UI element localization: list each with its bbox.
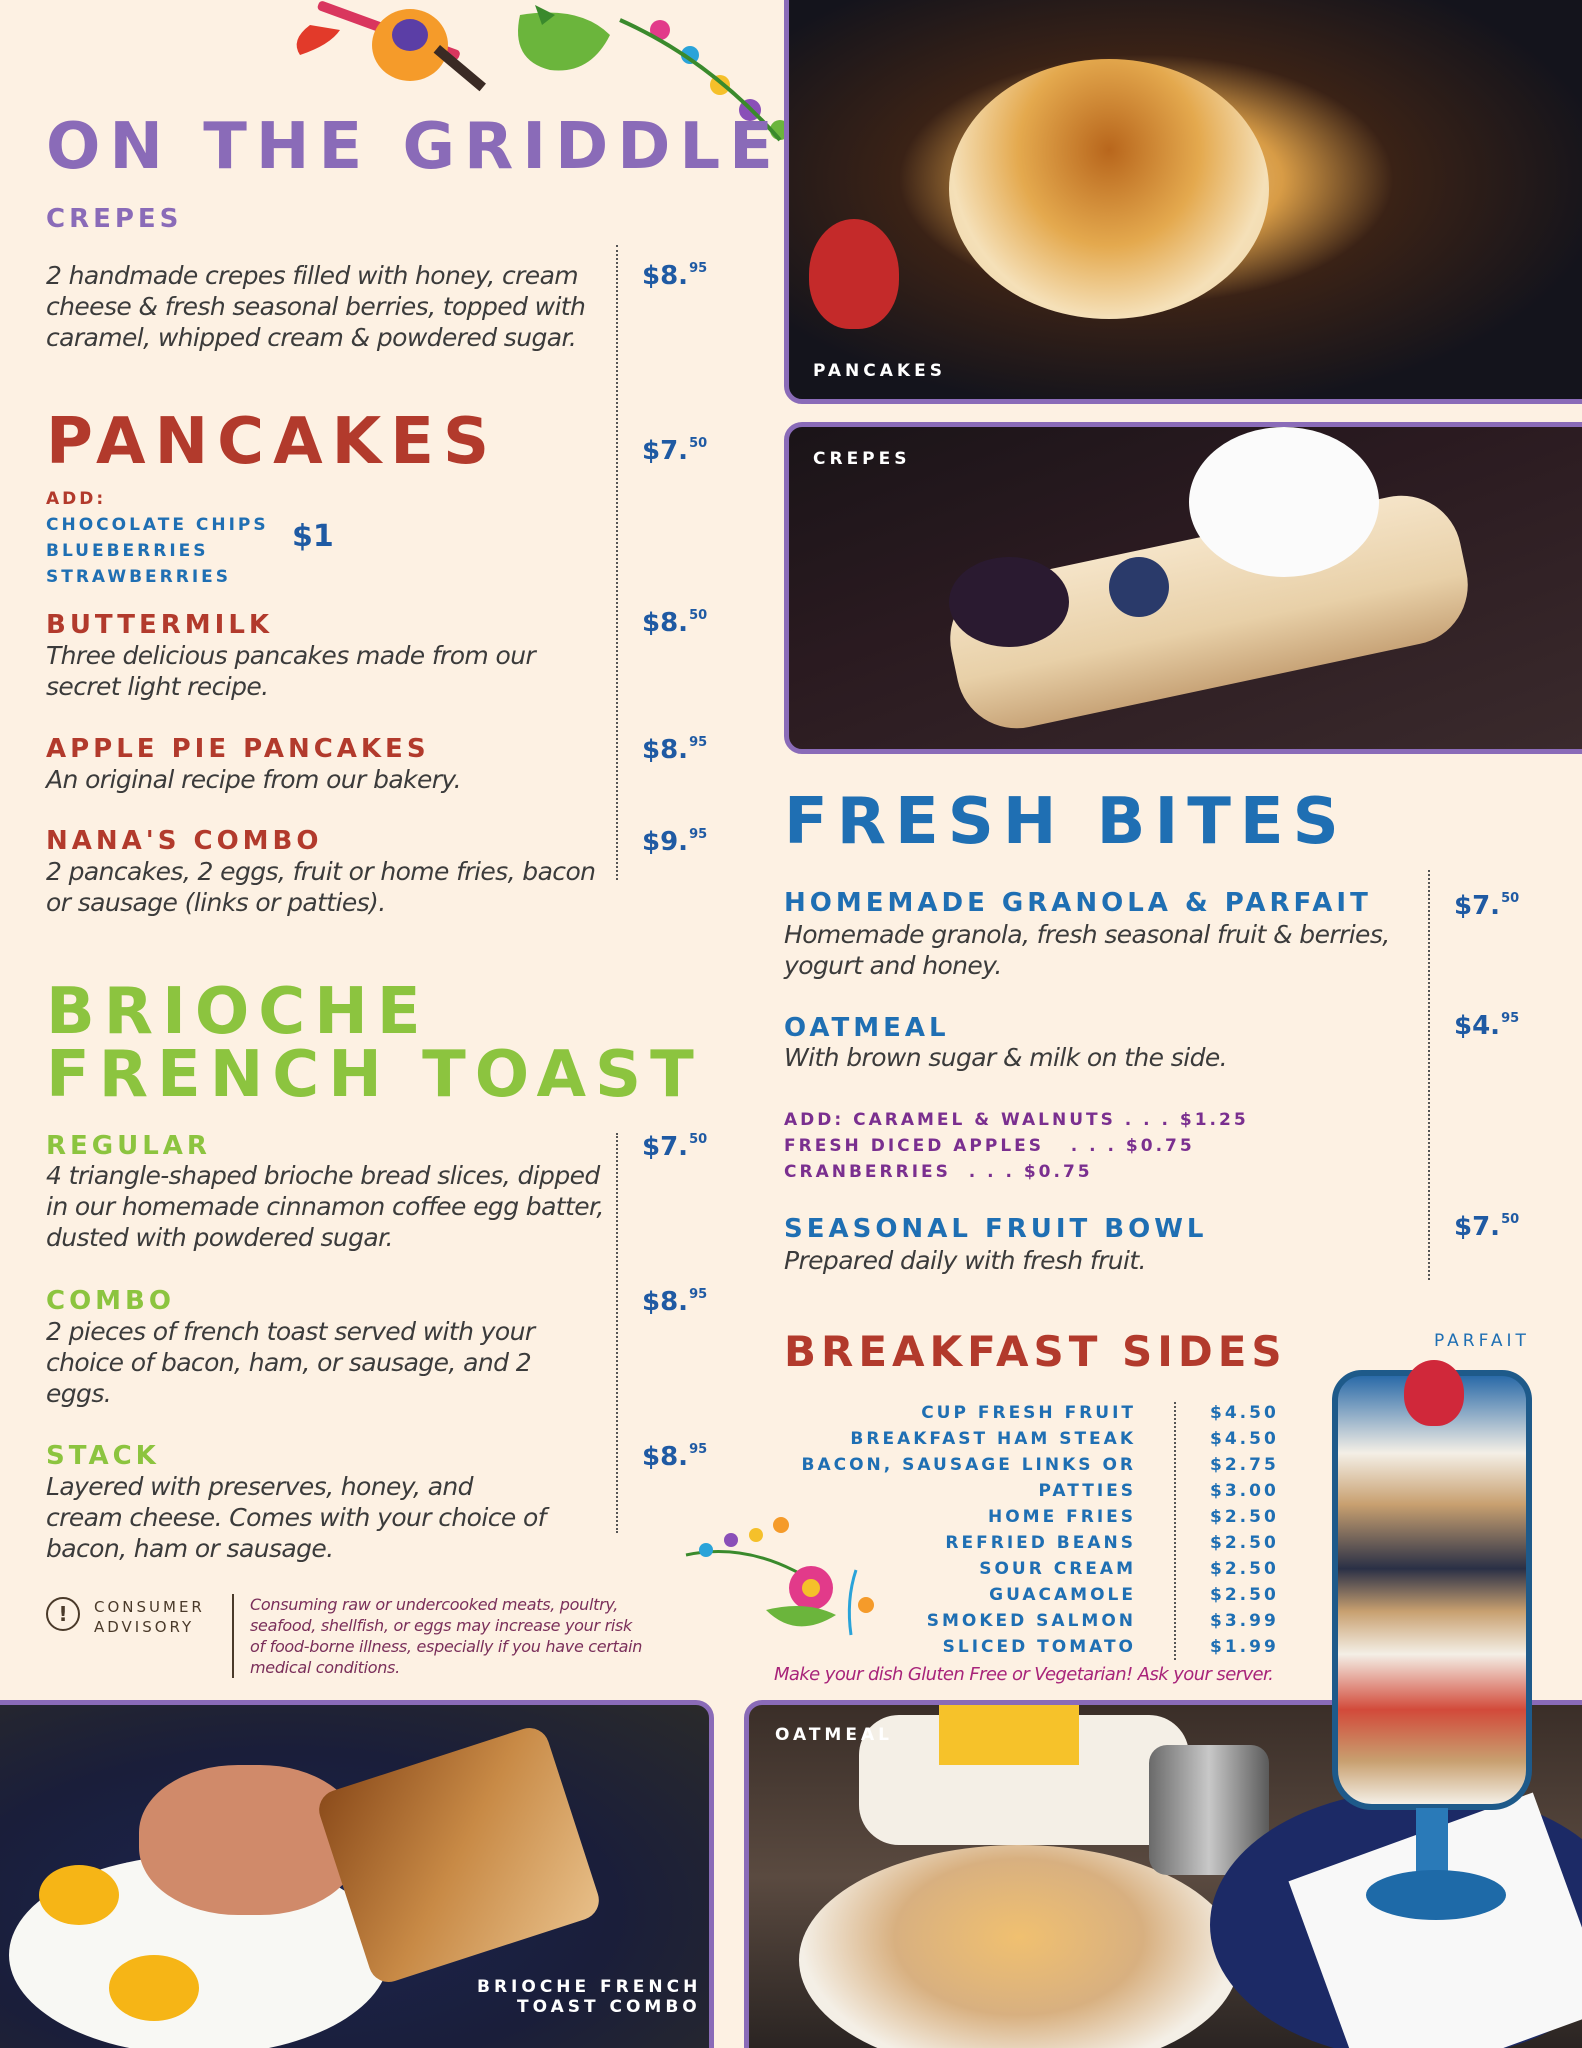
oatmeal-bowl [799,1845,1239,2048]
ham [139,1765,359,1915]
combo-name: COMBO [46,1286,175,1316]
breakfast-sides-title: BREAKFAST SIDES [784,1327,1287,1376]
nanas-combo-desc: 2 pancakes, 2 eggs, fruit or home fries, bacon or sausage (links or patties). [46,857,596,917]
side-price: $2.50 [1210,1533,1279,1553]
granola-name: HOMEMADE GRANOLA & PARFAIT [784,888,1372,918]
pancakes-price: $7.50 [642,436,708,466]
granola-price: $7.50 [1454,891,1520,921]
side-name: SMOKED SALMON [926,1611,1136,1631]
stack-name: STACK [46,1441,160,1471]
side-price: $3.99 [1210,1611,1279,1631]
brioche-divider [616,1133,618,1533]
egg-yolk [109,1955,199,2021]
french-toast-photo [0,1700,714,2048]
side-price: $1.99 [1210,1637,1279,1657]
pineapple [939,1705,1079,1765]
sides-note: Make your dish Gluten Free or Vegetarian! Ask your server. [774,1664,1274,1685]
pancakes-add-item: STRAWBERRIES [46,567,232,587]
combo-desc: 2 pieces of french toast served with your choice of bacon, ham, or sausage, and 2 eggs. [46,1317,535,1408]
apple-pie-desc: An original recipe from our bakery. [46,765,461,794]
oatmeal-add-line: ADD: CARAMEL & WALNUTS . . . $1.25 [784,1110,1249,1130]
stack-desc: Layered with preserves, honey, and cream cheese. Comes with your choice of bacon, ham or sausage. [46,1472,546,1563]
advisory-divider [232,1594,234,1678]
side-price: $3.00 [1210,1481,1279,1501]
crepes-price: $8.95 [642,261,708,291]
oatmeal-label: OATMEAL [775,1725,893,1745]
combo-price: $8.95 [642,1287,708,1317]
pancakes-add-item: BLUEBERRIES [46,541,209,561]
buttermilk-name: BUTTERMILK [46,610,274,640]
oatmeal-add-line: CRANBERRIES . . . $0.75 [784,1162,1093,1182]
side-price: $2.50 [1210,1559,1279,1579]
parfait-foot [1366,1870,1506,1920]
parfait-label: PARFAIT [1434,1331,1530,1351]
side-price: $4.50 [1210,1403,1279,1423]
oatmeal-name: OATMEAL [784,1013,950,1043]
pancakes-add-item: CHOCOLATE CHIPS [46,515,269,535]
griddle-divider [616,245,618,880]
flower-decoration [676,1510,886,1640]
pancakes-photo [784,0,1582,404]
side-price: $2.75 [1210,1455,1279,1475]
parfait-strawberry [1404,1360,1464,1426]
french-toast-label-line2: TOAST COMBO [517,1997,701,2017]
fruit-bowl-price: $7.50 [1454,1212,1520,1242]
side-name: CUP FRESH FRUIT [921,1403,1136,1423]
berries [949,557,1069,647]
pancakes-add-price: $1 [292,519,334,554]
fresh-bites-divider [1428,870,1430,1280]
advisory-icon: ! [46,1597,80,1631]
side-price: $2.50 [1210,1585,1279,1605]
sides-divider [1174,1402,1176,1660]
apple-pie-price: $8.95 [642,735,708,765]
fresh-bites-title: FRESH BITES [784,785,1348,859]
whipped-cream [1189,427,1379,577]
brioche-title-line2: FRENCH TOAST [46,1038,703,1112]
granola-desc: Homemade granola, fresh seasonal fruit & berries, yogurt and honey. [784,920,1390,980]
side-name: GUACAMOLE [989,1585,1136,1605]
apple-pie-name: APPLE PIE PANCAKES [46,734,430,764]
pancakes-add-label: ADD: [46,489,107,509]
advisory-text: Consuming raw or undercooked meats, poultry, seafood, shellfish, or eggs may increase your risk of food-borne illness, especially if you have certain medical conditions. [250,1595,643,1677]
side-price: $2.50 [1210,1507,1279,1527]
side-name: REFRIED BEANS [945,1533,1136,1553]
side-name: BREAKFAST HAM STEAK [850,1429,1136,1449]
side-name: SOUR CREAM [979,1559,1136,1579]
oatmeal-price: $4.95 [1454,1011,1520,1041]
pancakes-title: PANCAKES [46,405,499,479]
advisory-label-line1: CONSUMER [94,1598,205,1616]
fruit-bowl-desc: Prepared daily with fresh fruit. [784,1246,1146,1275]
side-name: SLICED TOMATO [942,1637,1136,1657]
advisory-label-line2: ADVISORY [94,1618,195,1636]
crepes-label: CREPES [813,449,911,469]
french-toast-label-line1: BRIOCHE FRENCH [477,1977,702,1997]
nanas-combo-name: NANA'S COMBO [46,826,323,856]
buttermilk-price: $8.50 [642,608,708,638]
nanas-combo-price: $9.95 [642,827,708,857]
sides-prices [1210,1400,1330,1660]
parfait-stem [1416,1808,1448,1878]
blueberry [1109,557,1169,617]
pancakes-label: PANCAKES [813,361,946,381]
pancake-stack [949,59,1269,319]
side-name: BACON, SAUSAGE LINKS OR [801,1455,1136,1475]
oatmeal-desc: With brown sugar & milk on the side. [784,1043,1227,1072]
regular-desc: 4 triangle-shaped brioche bread slices, dipped in our homemade cinnamon coffee egg batter, dusted with powdered sugar. [46,1161,604,1252]
crepes-name: CREPES [46,204,183,234]
brioche-title-line1: BRIOCHE [46,975,430,1049]
side-name: PATTIES [1038,1481,1136,1501]
regular-name: REGULAR [46,1131,211,1161]
griddle-title: ON THE GRIDDLE [46,110,782,184]
crepes-desc: 2 handmade crepes filled with honey, cream cheese & fresh seasonal berries, topped with caramel, whipped cream & powdered sugar. [46,261,586,352]
strawberry [809,219,899,329]
stack-price: $8.95 [642,1442,708,1472]
oatmeal-add-line: FRESH DICED APPLES . . . $0.75 [784,1136,1195,1156]
buttermilk-desc: Three delicious pancakes made from our secret light recipe. [46,641,536,701]
egg-yolk [39,1865,119,1925]
side-price: $4.50 [1210,1429,1279,1449]
parfait-glass [1332,1370,1532,1810]
fruit-bowl-name: SEASONAL FRUIT BOWL [784,1214,1208,1244]
side-name: HOME FRIES [987,1507,1136,1527]
crepes-photo [784,422,1582,754]
regular-price: $7.50 [642,1132,708,1162]
